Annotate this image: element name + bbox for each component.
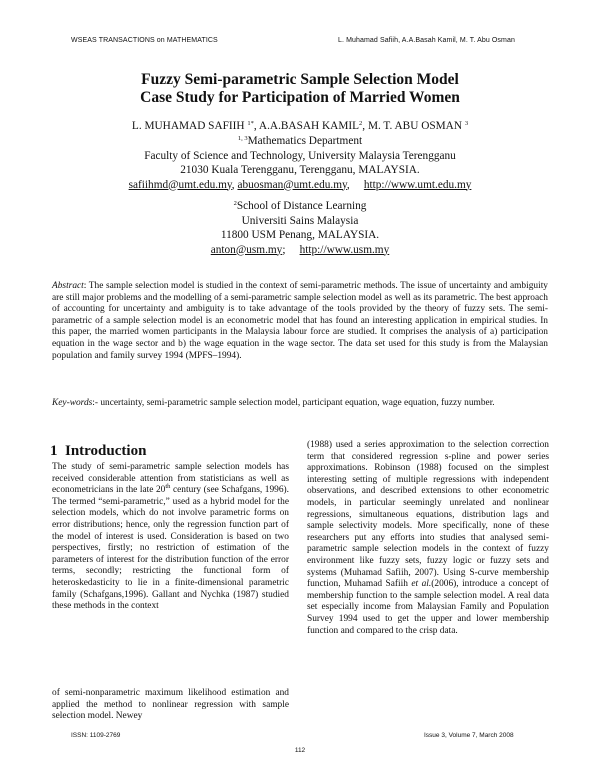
affiliation-2-school-line — [0, 199, 600, 214]
affiliation-1-sup: 1, 3 — [237, 135, 248, 142]
affiliation-1-contacts: safiihmd@umt.edu.my, abuosman@umt.edu.my, http://www.umt.edu.my — [128, 178, 472, 191]
affiliation-2 — [0, 199, 600, 257]
footer-page-number: 112 — [294, 747, 306, 754]
affiliation-2-contacts: anton@usm.my; http://www.usm.my — [210, 243, 390, 256]
title-line-1: Fuzzy Semi-parametric Sample Selection Model — [141, 71, 459, 88]
footer-issue: Issue 3, Volume 7, March 2008 — [424, 732, 514, 739]
affiliation-1-dept-line — [0, 134, 600, 149]
keywords-label: Key-words — [52, 398, 93, 408]
url-link-2[interactable]: http://www.usm.my — [299, 243, 390, 256]
affiliation-2-university: Universiti Sains Malaysia — [241, 214, 359, 227]
affiliation-2-sup: 2 — [233, 200, 237, 207]
right-para-1-a: (1988) used a series approximation to the selection correction term that considered regression s-pline and power series approximations. Robinson (1988) focused on the simplest interesting setting of multiple regressions with independent observations, and described extensions to other econometric models, in particular seemingly unrelated and nonlinear regressions, simultaneous equations, distribution lags and sample selectivity models. More specifically, none of these researchers put any efforts into studies that analysed semi-parametric sample selection models in the context of fuzzy environment like fuzzy sets, fuzzy logic or fuzzy sets and systems (Muhamad Safiih, 2007). Using S-curve membership function, Muhamad Safiih — [307, 440, 549, 590]
left-para-1-sup: th — [165, 483, 171, 491]
left-column-para-2: of semi-nonparametric maximum likelihood estimation and applied the method to nonlinear regression with sample selection model. Newey — [52, 688, 289, 722]
section-number: 1 — [50, 443, 58, 459]
affiliation-1-dept: Mathematics Department — [247, 135, 363, 147]
affiliation-1-address: 21030 Kuala Terengganu, Terengganu, MALAYSIA. — [180, 164, 420, 176]
affiliation-1 — [0, 134, 600, 192]
author-2-sup: 2 — [359, 120, 363, 127]
email-link-2[interactable]: abuosman@umt.edu.my — [237, 178, 347, 191]
affiliation-1-faculty: Faculty of Science and Technology, University Malaysia Terengganu — [144, 149, 456, 162]
abstract-label: Abstract — [52, 281, 84, 291]
running-header-journal: WSEAS TRANSACTIONS on MATHEMATICS — [71, 37, 218, 44]
abstract-text: : The sample selection model is studied in the context of semi-parametric methods. The issue of uncertainty and ambiguity are still major problems and the modelling of a semi-parametric sample selection model as well as its parametric. The best approach of accounting for uncertainty and ambiguity is to take advantage of the tools provided by the theory of fuzzy sets. The semi-parametric of a sample selection model is an econometric model that has found an interesting application in empirical studies. In this paper, the married women participants in the Malaysia labour force are studied. It comprises the analysis of a) participation equation in the wage sector and b) the wage equation in the wage sector. The data set used for this study is from the Malaysian population and family survey 1994 (MPFS–1994). — [52, 281, 548, 361]
email-link-1[interactable]: safiihmd@umt.edu.my — [128, 178, 232, 191]
author-1: L. MUHAMAD SAFIIH — [131, 120, 248, 132]
abstract — [52, 281, 548, 362]
author-3: , M. T. ABU OSMAN — [362, 120, 465, 132]
email-link-3[interactable]: anton@usm.my — [210, 243, 283, 256]
url-link-1[interactable]: http://www.umt.edu.my — [363, 178, 472, 191]
affiliation-2-address: 11800 USM Penang, MALAYSIA. — [220, 229, 380, 241]
keywords — [52, 398, 548, 410]
left-para-1-a: The study of semi-parametric sample selection models has received considerable attention from statisticians as well as econometricians in the late 20 — [52, 462, 289, 496]
title-line-2: Case Study for Participation of Married Women — [140, 89, 460, 106]
author-2: , A.A.BASAH KAMIL — [253, 120, 360, 132]
section-heading — [50, 443, 146, 460]
author-1-sup: 1* — [247, 120, 254, 127]
left-column-para-1 — [52, 462, 289, 613]
right-column-para-1 — [307, 440, 549, 637]
keywords-text: :- uncertainty, semi-parametric sample selection model, participant equation, wage equation, fuzzy number. — [92, 398, 495, 408]
author-line — [0, 119, 600, 134]
right-para-1-b: (2006), introduce a concept of membership function to the sample selection model. A real data set especially income from Malaysian Family and Population Survey 1994 used to get the upper and lower membership function and compared to the crisp data. — [307, 579, 549, 636]
right-para-1-em: et al. — [411, 579, 432, 590]
author-3-sup: 3 — [464, 120, 469, 127]
affiliation-2-school: School of Distance Learning — [236, 200, 367, 212]
left-para-1-b: century (see Schafgans, 1996). The termed “semi-parametric,” used as a hybrid model for the selection models, which do not involve parametric forms on error distributions; hence, only the regression function part of the model of interest is used. Consideration is based on two perspectives, firstly; no restriction of estimation of the parameters of interest for the distribution function of the error terms, secondly; restricting the functional form of heteroskedasticity to lie in a finite-dimensional parametric family (Schafgans,1996). Gallant and Nychka (1987) studied these methods in the context — [52, 485, 289, 612]
paper-title — [0, 71, 600, 107]
running-header-authors: L. Muhamad Safiih, A.A.Basah Kamil, M. T. Abu Osman — [338, 37, 515, 44]
section-title: Introduction — [65, 443, 147, 459]
footer-issn: ISSN: 1109-2769 — [71, 732, 121, 739]
